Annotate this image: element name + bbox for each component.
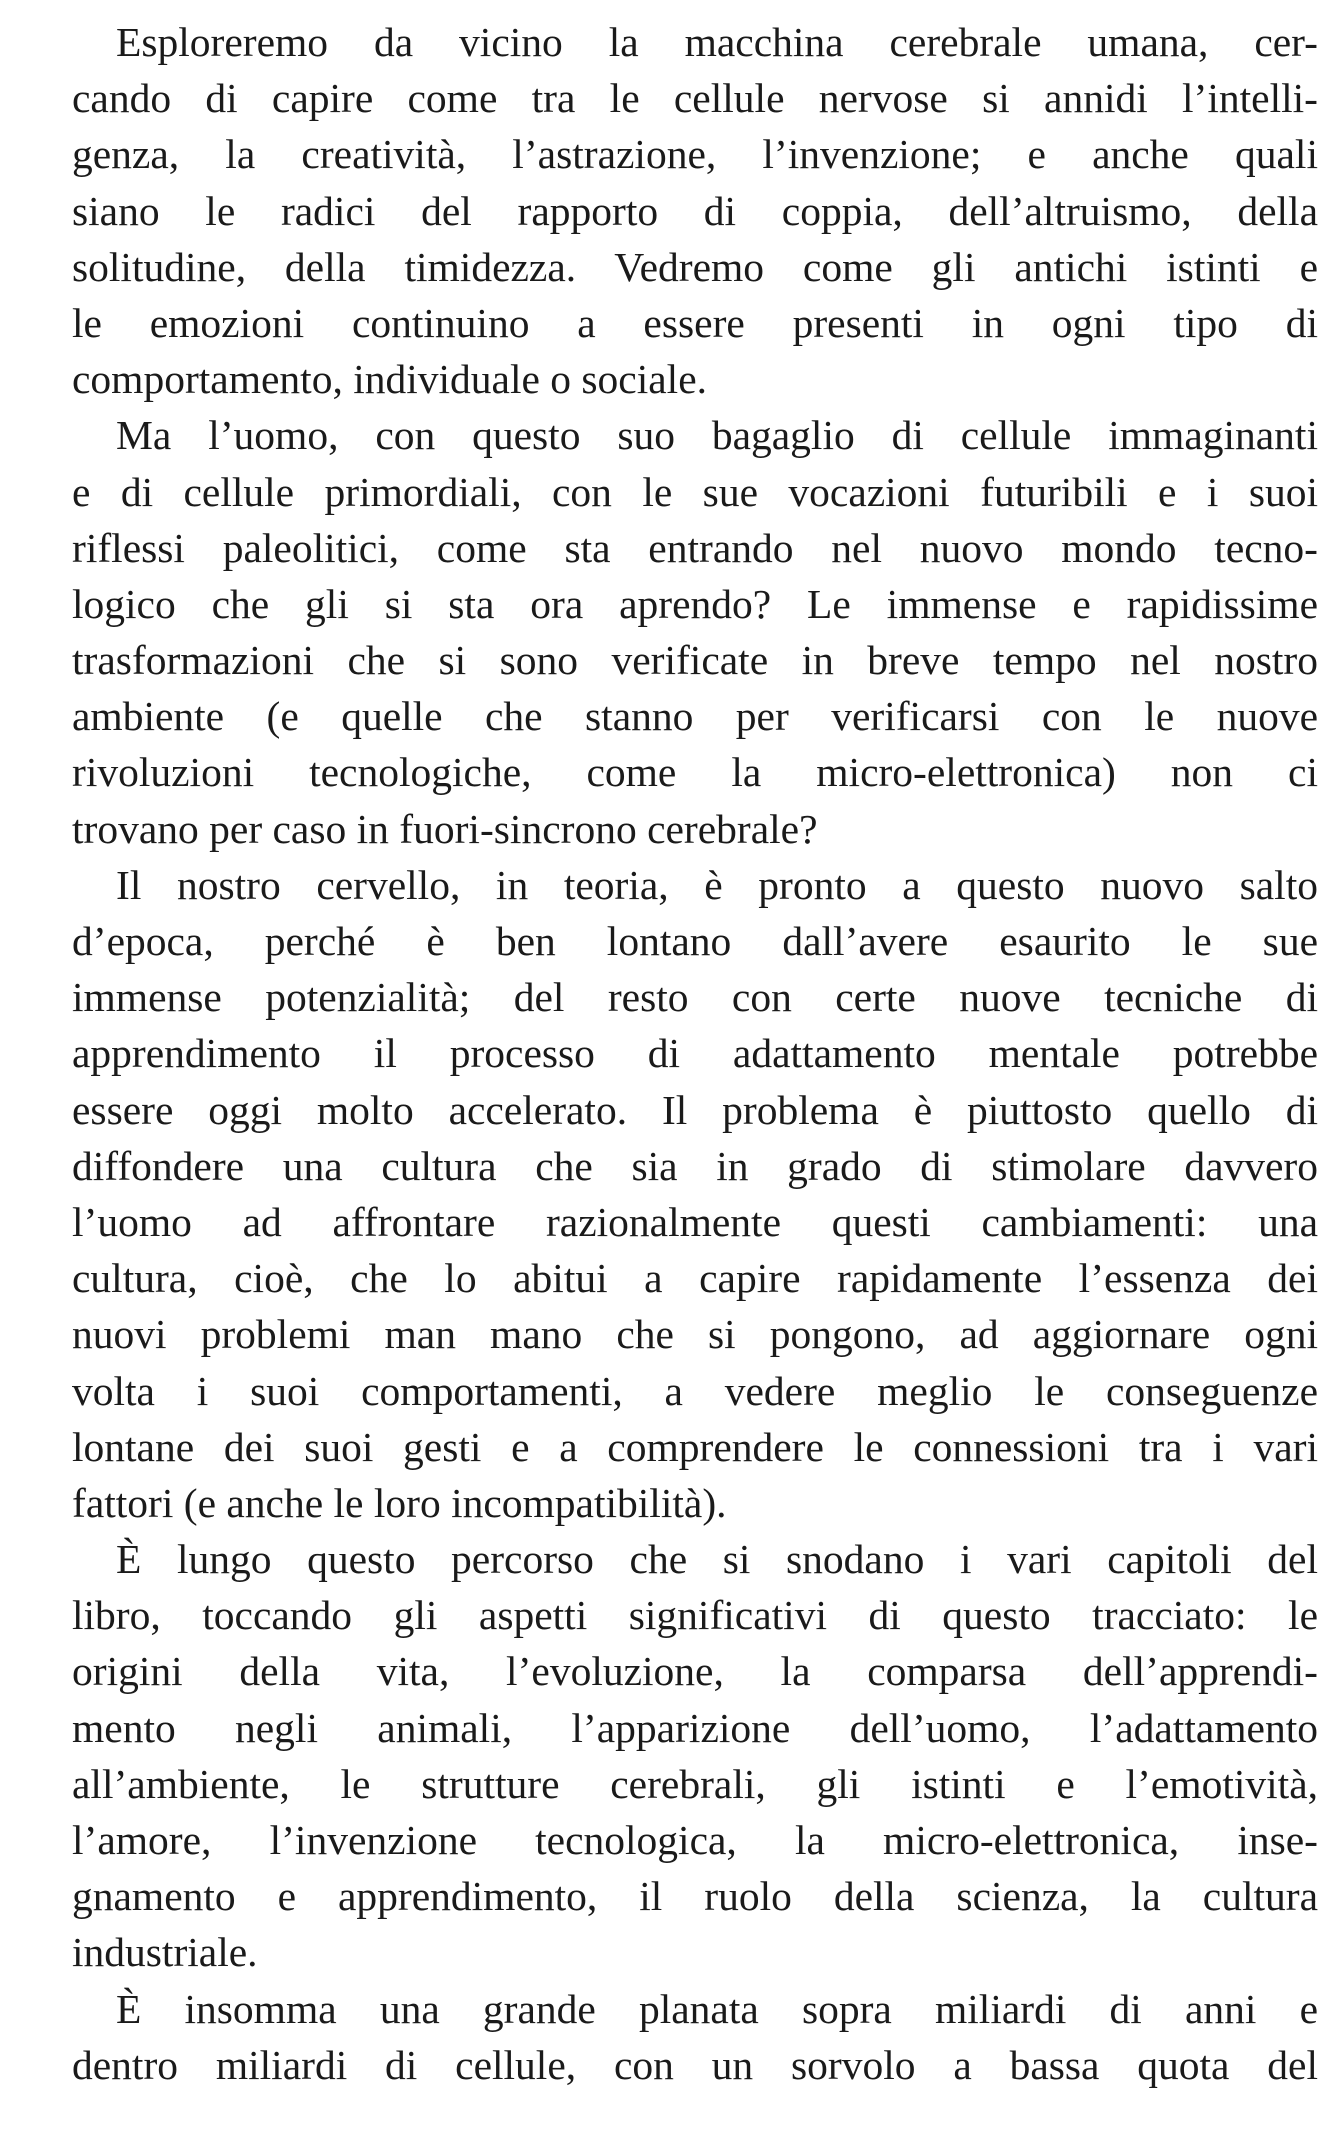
- paragraph-4: [28, 1531, 1318, 1981]
- text-line: industriale.: [72, 1929, 258, 1976]
- text-line: essere oggi molto accelerato. Il problema è piuttosto quello di: [72, 1086, 1318, 1133]
- text-line: immense potenzialità; del resto con certe nuove tecniche di: [72, 974, 1318, 1021]
- text-line: genza, la creatività, l’astrazione, l’invenzione; e anche quali: [72, 131, 1318, 178]
- document-page: [28, 14, 1318, 2093]
- text-line: Esploreremo da vicino la macchina cerebrale umana, cer-: [116, 19, 1318, 65]
- text-line: Ma l’uomo, con questo suo bagaglio di cellule immaginanti: [116, 412, 1318, 459]
- text-line: all’ambiente, le strutture cerebrali, gli istinti e l’emotività,: [72, 1760, 1318, 1807]
- text-line: cando di capire come tra le cellule nervose si annidi l’intelli-: [72, 75, 1318, 122]
- text-line: nuovi problemi man mano che si pongono, ad aggiornare ogni: [72, 1311, 1318, 1358]
- text-line: d’epoca, perché è ben lontano dall’avere esaurito le sue: [72, 918, 1318, 964]
- text-line: volta i suoi comportamenti, a vedere meglio le conseguenze: [72, 1367, 1318, 1414]
- text-line: diffondere una cultura che sia in grado di stimolare davvero: [72, 1142, 1318, 1189]
- text-line: riflessi paleolitici, come sta entrando nel nuovo mondo tecno-: [72, 524, 1318, 571]
- text-line: le emozioni continuino a essere presenti in ogni tipo di: [72, 299, 1318, 346]
- text-line: cultura, cioè, che lo abitui a capire rapidamente l’essenza dei: [72, 1255, 1318, 1302]
- text-line: dentro miliardi di cellule, con un sorvolo a bassa quota del: [72, 2041, 1318, 2088]
- paragraph-1: [28, 14, 1318, 407]
- text-line: siano le radici del rapporto di coppia, dell’altruismo, della: [72, 187, 1318, 234]
- paragraph-3: [28, 857, 1318, 1531]
- text-line: È lungo questo percorso che si snodano i vari capitoli del: [116, 1536, 1318, 1583]
- text-line: l’amore, l’invenzione tecnologica, la micro-elettronica, inse-: [72, 1817, 1318, 1863]
- text-line: e di cellule primordiali, con le sue vocazioni futuribili e i suoi: [72, 468, 1318, 515]
- text-line: logico che gli si sta ora aprendo? Le immense e rapidissime: [72, 580, 1318, 627]
- text-line: ambiente (e quelle che stanno per verificarsi con le nuove: [72, 693, 1318, 740]
- text-line: fattori (e anche le loro incompatibilità).: [72, 1479, 727, 1526]
- text-line: lontane dei suoi gesti e a comprendere le connessioni tra i vari: [72, 1423, 1318, 1470]
- text-line: l’uomo ad affrontare razionalmente questi cambiamenti: una: [72, 1198, 1318, 1245]
- text-line: trasformazioni che si sono verificate in breve tempo nel nostro: [72, 637, 1318, 684]
- text-line: È insomma una grande planata sopra miliardi di anni e: [116, 1985, 1318, 2032]
- paragraph-2: [28, 407, 1318, 857]
- text-line: apprendimento il processo di adattamento mentale potrebbe: [72, 1030, 1318, 1077]
- text-line: libro, toccando gli aspetti significativi di questo tracciato: le: [72, 1592, 1318, 1639]
- text-line: mento negli animali, l’apparizione dell’uomo, l’adattamento: [72, 1704, 1318, 1751]
- text-line: rivoluzioni tecnologiche, come la micro-elettronica) non ci: [72, 749, 1318, 796]
- text-line: origini della vita, l’evoluzione, la comparsa dell’apprendi-: [72, 1648, 1318, 1695]
- text-line: comportamento, individuale o sociale.: [72, 356, 708, 403]
- text-line: Il nostro cervello, in teoria, è pronto a questo nuovo salto: [116, 861, 1318, 908]
- text-line: solitudine, della timidezza. Vedremo come gli antichi istinti e: [72, 243, 1318, 290]
- text-line: gnamento e apprendimento, il ruolo della scienza, la cultura: [72, 1873, 1318, 1920]
- text-line: trovano per caso in fuori-sincrono cerebrale?: [72, 805, 818, 852]
- paragraph-5: [28, 1981, 1318, 2093]
